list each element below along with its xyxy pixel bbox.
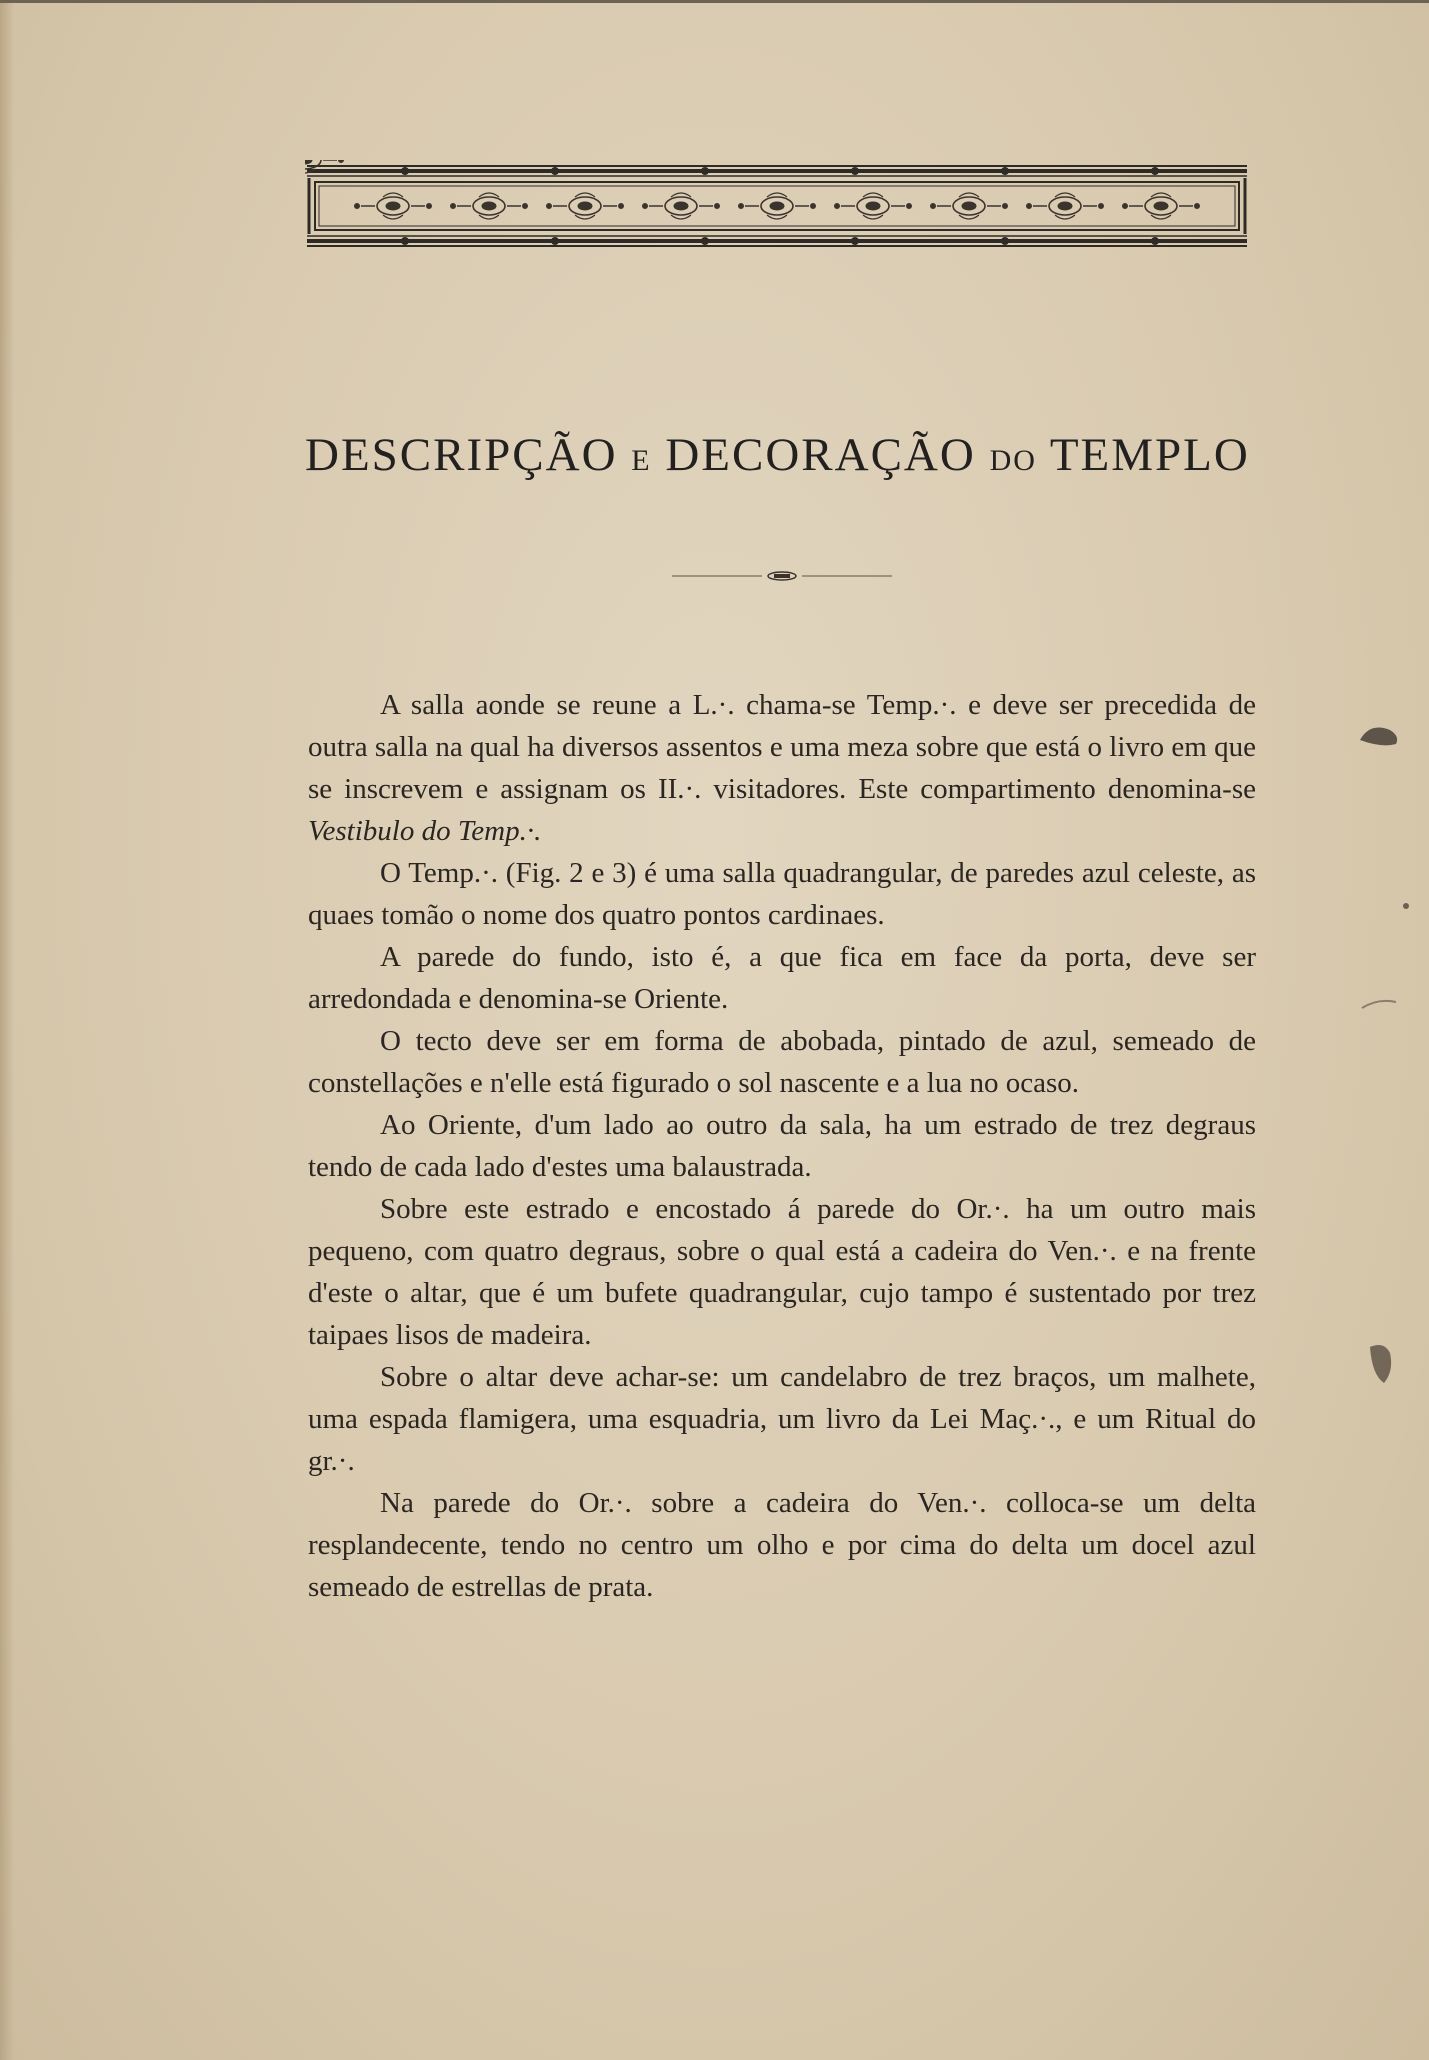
- paragraph: O Temp.·. (Fig. 2 e 3) é uma salla quadrangular, de paredes azul celeste, as quaes tomão o nome dos quatro pontos cardinaes.: [308, 857, 1256, 931]
- title-word-small: DO: [989, 444, 1037, 477]
- paper-stain: [1360, 990, 1400, 1020]
- paper-speck: [1400, 900, 1412, 912]
- paragraph: O tecto deve ser em forma de abobada, pintado de azul, semeado de constellações e n'elle está figurado o sol nascente e a lua no ocaso.: [308, 1025, 1256, 1099]
- title-divider: [672, 568, 892, 584]
- paragraph: Sobre o altar deve achar-se: um candelabro de trez braços, um malhete, uma espada flamigera, uma esquadria, um livro da Lei Maç.·., e um Ritual do gr.·.: [308, 1361, 1256, 1477]
- paper-stain: [1362, 1335, 1412, 1395]
- paragraph: Na parede do Or.·. sobre a cadeira do Ven.·. colloca-se um delta resplandecente, tendo no centro um olho e por cima do delta um docel azul semeado de estrellas de prata.: [308, 1487, 1256, 1603]
- paragraph-italic-term: Vestibulo do Temp.·.: [308, 815, 542, 847]
- paper-stain: [1350, 700, 1410, 760]
- paragraph-text: A salla aonde se reune a L.·. chama-se Temp.·. e deve ser precedida de outra salla na qual ha diversos assentos e uma meza sobre que está o livro em que se inscrevem e assignam os II.·. visitadores. Este compartimento denomina-se: [308, 689, 1256, 805]
- paragraph: Sobre este estrado e encostado á parede do Or.·. ha um outro mais pequeno, com quatro degraus, sobre o qual está a cadeira do Ven.·. e na frente d'este o altar, que é um bufete quadrangular, cujo tampo é sustentado por trez taipaes lisos de madeira.: [308, 1193, 1256, 1351]
- paragraph: A parede do fundo, isto é, a que fica em face da porta, deve ser arredondada e denomina-se Oriente.: [308, 941, 1256, 1015]
- title-word-small: E: [631, 444, 652, 477]
- page-edge-shadow: [0, 0, 14, 2060]
- title-word: DESCRIPÇÃO: [305, 429, 618, 481]
- page-top-edge: [0, 0, 1429, 3]
- page-title: [305, 428, 1249, 482]
- title-word: TEMPLO: [1049, 429, 1250, 481]
- ornamental-header-band: [305, 160, 1249, 252]
- body-text: [308, 684, 1256, 1608]
- title-word: DECORAÇÃO: [665, 429, 976, 481]
- paragraph: Ao Oriente, d'um lado ao outro da sala, ha um estrado de trez degraus tendo de cada lado d'estes uma balaustrada.: [308, 1109, 1256, 1183]
- paragraph: [308, 684, 1256, 852]
